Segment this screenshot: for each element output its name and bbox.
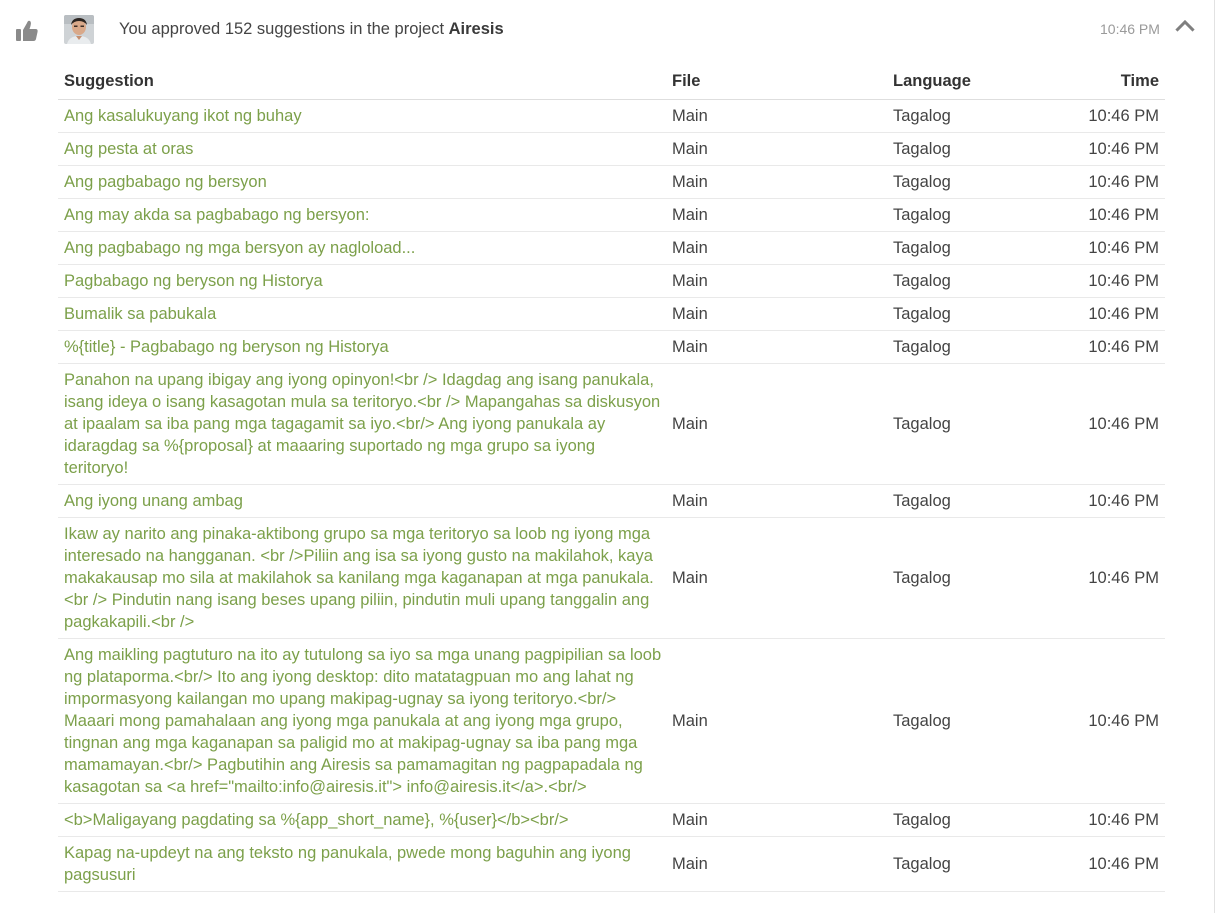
table-header-row <box>58 66 1165 100</box>
file-cell: Main <box>666 298 887 331</box>
table-row <box>58 331 1165 364</box>
file-cell: Main <box>666 265 887 298</box>
table-row <box>58 100 1165 133</box>
time-cell: 10:46 PM <box>1037 639 1165 804</box>
file-cell: Main <box>666 804 887 837</box>
language-cell: Tagalog <box>887 518 1037 639</box>
thumbs-up-icon <box>14 18 40 44</box>
suggestion-link[interactable]: Panahon na upang ibigay ang iyong opinyon!<br /> Idagdag ang isang panukala, isang ideya o isang kasagotan mula sa teritoryo.<br /> Mapangahas sa diskusyon at ipaalam sa iba pang mga tagagamit sa iyo.<br/> Ang iyong panukala ay idaragdag sa %{proposal} at maaaring suportado ng mga grupo sa iyong teritoryo! <box>58 364 666 485</box>
time-cell: 10:46 PM <box>1037 232 1165 265</box>
suggestion-link[interactable]: <b>Maligayang pagdating sa %{app_short_name}, %{user}</b><br/> <box>58 804 666 837</box>
language-cell: Tagalog <box>887 199 1037 232</box>
file-cell: Main <box>666 199 887 232</box>
time-cell: 10:46 PM <box>1037 298 1165 331</box>
language-cell: Tagalog <box>887 804 1037 837</box>
language-cell: Tagalog <box>887 166 1037 199</box>
language-cell: Tagalog <box>887 100 1037 133</box>
table-row <box>58 639 1165 804</box>
suggestion-link[interactable]: Kapag na-updeyt na ang teksto ng panukala, pwede mong baguhin ang iyong pagsusuri <box>58 837 666 892</box>
file-cell: Main <box>666 232 887 265</box>
language-cell: Tagalog <box>887 639 1037 804</box>
suggestion-link[interactable]: Bumalik sa pabukala <box>58 298 666 331</box>
table-row <box>58 485 1165 518</box>
file-cell: Main <box>666 837 887 892</box>
suggestion-link[interactable]: Pagbabago ng beryson ng Historya <box>58 265 666 298</box>
file-cell: Main <box>666 100 887 133</box>
activity-message-text: You approved 152 suggestions in the project <box>119 20 449 38</box>
table-row <box>58 364 1165 485</box>
time-cell: 10:46 PM <box>1037 265 1165 298</box>
time-cell: 10:46 PM <box>1037 331 1165 364</box>
suggestion-link[interactable]: Ang pagbabago ng bersyon <box>58 166 666 199</box>
suggestion-link[interactable]: Ang maikling pagtuturo na ito ay tutulong sa iyo sa mga unang pagpipilian sa loob ng plataporma.<br/> Ito ang iyong desktop: dito matatagpuan mo ang lahat ng impormasyong kailangan mo upang makipag-ugnay sa iyong teritoryo.<br/> Maaari mong pamahalaan ang iyong mga panukala at ang iyong mga grupo, tingnan ang mga kaganapan sa paligid mo at makipag-ugnay sa iba pang mga mamamayan.<br/> Pagbutihin ang Airesis sa pamamagitan ng pagpapadala ng kasagotan sa <a href="mailto:info@airesis.it"> info@airesis.it</a>.<br/> <box>58 639 666 804</box>
language-cell: Tagalog <box>887 232 1037 265</box>
project-name: Airesis <box>448 20 504 38</box>
time-cell: 10:46 PM <box>1037 166 1165 199</box>
activity-message <box>119 19 504 39</box>
file-cell: Main <box>666 166 887 199</box>
table-row <box>58 265 1165 298</box>
activity-time: 10:46 PM <box>1100 21 1160 37</box>
suggestion-link[interactable]: Ikaw ay narito ang pinaka-aktibong grupo sa mga teritoryo sa loob ng iyong mga interesado na hangganan. <br />Piliin ang isa sa iyong gusto na makilahok, kaya makakausap mo sila at makilahok sa kanilang mga kaganapan at mga panukala.<br /> Pindutin nang isang beses upang piliin, pindutin muli upang tanggalin ang pagkakapili.<br /> <box>58 518 666 639</box>
table-row <box>58 518 1165 639</box>
column-header-language: Language <box>887 66 1037 100</box>
table-row <box>58 166 1165 199</box>
table-row <box>58 133 1165 166</box>
file-cell: Main <box>666 364 887 485</box>
time-cell: 10:46 PM <box>1037 199 1165 232</box>
table-row <box>58 298 1165 331</box>
user-avatar <box>64 15 94 44</box>
time-cell: 10:46 PM <box>1037 100 1165 133</box>
language-cell: Tagalog <box>887 265 1037 298</box>
file-cell: Main <box>666 331 887 364</box>
suggestion-link[interactable]: Ang pagbabago ng mga bersyon ay nagloload... <box>58 232 666 265</box>
language-cell: Tagalog <box>887 837 1037 892</box>
language-cell: Tagalog <box>887 331 1037 364</box>
table-row <box>58 232 1165 265</box>
table-row <box>58 804 1165 837</box>
file-cell: Main <box>666 639 887 804</box>
file-cell: Main <box>666 518 887 639</box>
suggestions-table <box>58 66 1165 892</box>
chevron-up-icon[interactable] <box>1174 17 1196 35</box>
language-cell: Tagalog <box>887 485 1037 518</box>
time-cell: 10:46 PM <box>1037 364 1165 485</box>
time-cell: 10:46 PM <box>1037 518 1165 639</box>
suggestion-link[interactable]: Ang kasalukuyang ikot ng buhay <box>58 100 666 133</box>
column-header-time: Time <box>1037 66 1165 100</box>
table-row <box>58 837 1165 892</box>
suggestion-link[interactable]: Ang iyong unang ambag <box>58 485 666 518</box>
language-cell: Tagalog <box>887 298 1037 331</box>
time-cell: 10:46 PM <box>1037 133 1165 166</box>
file-cell: Main <box>666 133 887 166</box>
time-cell: 10:46 PM <box>1037 837 1165 892</box>
time-cell: 10:46 PM <box>1037 804 1165 837</box>
column-header-file: File <box>666 66 887 100</box>
suggestion-link[interactable]: Ang may akda sa pagbabago ng bersyon: <box>58 199 666 232</box>
file-cell: Main <box>666 485 887 518</box>
time-cell: 10:46 PM <box>1037 485 1165 518</box>
suggestion-link[interactable]: Ang pesta at oras <box>58 133 666 166</box>
suggestion-link[interactable]: %{title} - Pagbabago ng beryson ng Historya <box>58 331 666 364</box>
column-header-suggestion: Suggestion <box>58 66 666 100</box>
language-cell: Tagalog <box>887 133 1037 166</box>
language-cell: Tagalog <box>887 364 1037 485</box>
table-row <box>58 199 1165 232</box>
